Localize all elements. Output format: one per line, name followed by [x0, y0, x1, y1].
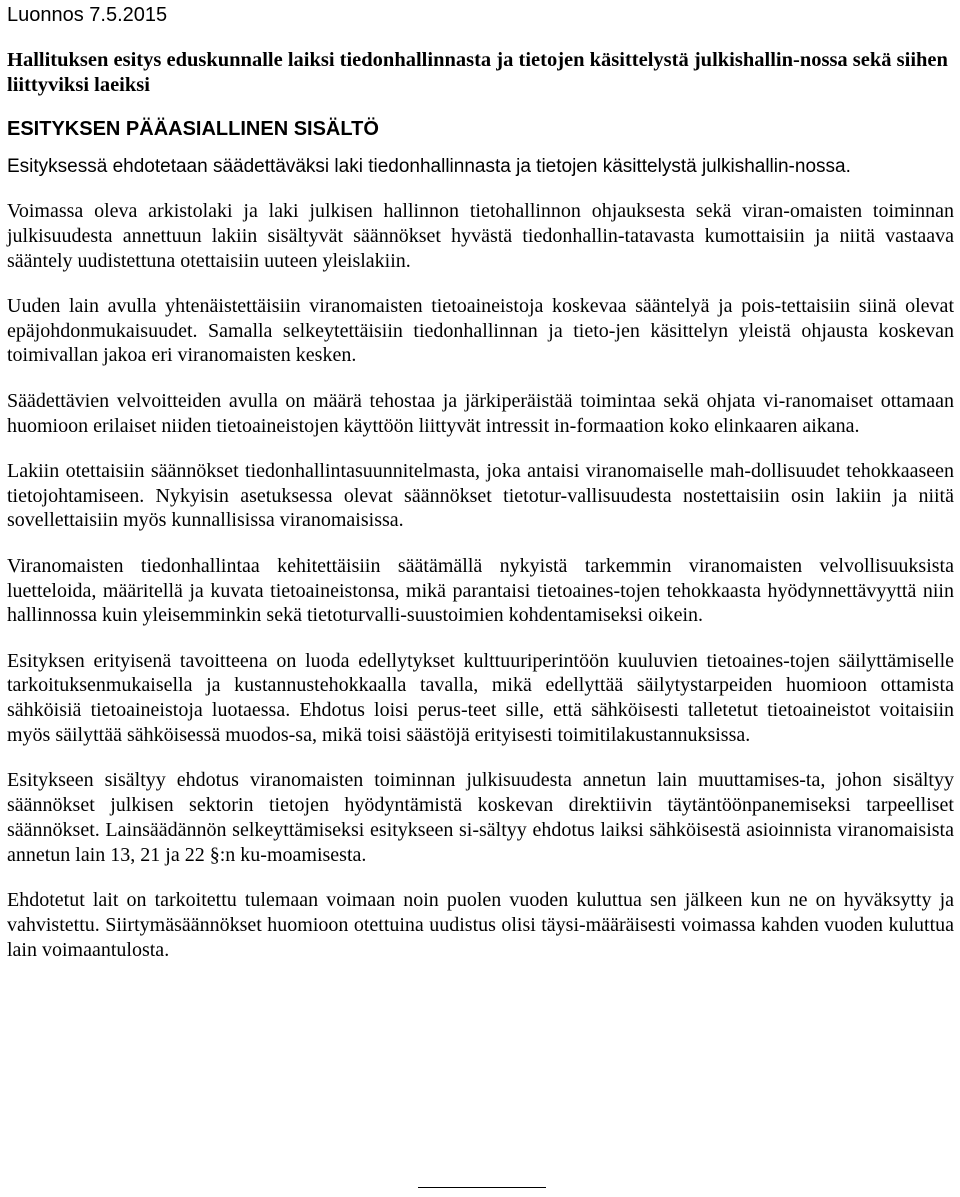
- paragraph-8: Ehdotetut lait on tarkoitettu tulemaan voimaan noin puolen vuoden kuluttua sen jälkeen kun ne on hyväksytty ja vahvistettu. Siirtymäsäännökset huomioon otettuina uudistus olisi täysi-määräisesti voimassa kahden vuoden kuluttua lain voimaantulosta.: [7, 889, 954, 961]
- body-text: [7, 199, 954, 962]
- draft-date: Luonnos 7.5.2015: [7, 4, 168, 26]
- document-title: Hallituksen esitys eduskunnalle laiksi tiedonhallinnasta ja tietojen käsittelystä julkishallin-nossa sekä siihen liittyviksi laeiksi: [7, 49, 948, 96]
- paragraph-3: Säädettävien velvoitteiden avulla on määrä tehostaa ja järkiperäistää toimintaa sekä ohjata vi-ranomaiset ottamaan huomioon erilaiset niiden tietoaineistojen käyttöön liittyvät intressit in-formaation koko elinkaaren aikana.: [7, 389, 954, 437]
- paragraph-7: Esitykseen sisältyy ehdotus viranomaisten toiminnan julkisuudesta annetun lain muuttamises-ta, johon sisältyy säännökset julkisen sektorin tietojen hyödyntämistä koskevan direktiivin täytäntöönpanemiseksi tarpeelliset säännökset. Lainsäädännön selkeyttämiseksi esitykseen si-sältyy ehdotus laiksi sähköisestä asioinnista viranomaisista annetun lain 13, 21 ja 22 §:n ku-moamisesta.: [7, 769, 954, 866]
- paragraph-1: Voimassa oleva arkistolaki ja laki julkisen hallinnon tietohallinnon ohjauksesta sekä viran-omaisten toiminnan julkisuudesta annettuun lakiin sisältyvät säännökset hyvästä tiedonhallin-tatavasta kumottaisiin ja niitä vastaava sääntely uudistettuna otettaisiin uuteen yleislakiin.: [7, 200, 954, 272]
- paragraph-2: Uuden lain avulla yhtenäistettäisiin viranomaisten tietoaineistoja koskevaa sääntelyä ja pois-tettaisiin siinä olevat epäjohdonmukaisuudet. Samalla selkeytettäisiin tiedonhallinnan ja tieto-jen käsittelyn yleistä ohjausta koskevan toimivallan jakoa eri viranomaisten kesken.: [7, 294, 954, 367]
- summary-paragraph: Esityksessä ehdotetaan säädettäväksi laki tiedonhallinnasta ja tietojen käsittelystä julkishallin-nossa.: [7, 156, 851, 177]
- paragraph-4: Lakiin otettaisiin säännökset tiedonhallintasuunnitelmasta, joka antaisi viranomaiselle mah-dollisuudet tehokkaaseen tietojohtamiseen. Nykyisin asetuksessa olevat säännökset tietotur-vallisuudesta nostettaisiin osin lakiin ja niitä sovellettaisiin myös kunnallisissa viranomaisissa.: [7, 459, 954, 532]
- paragraph-5: Viranomaisten tiedonhallintaa kehitettäisiin säätämällä nykyistä tarkemmin viranomaisten velvollisuuksista luetteloida, määritellä ja kuvata tietoaineistonsa, mikä parantaisi tietoaines-tojen tehokkaasta hyödynnettävyyttä niin hallinnossa kuin yleisemminkin sekä tietoturvalli-suustoimien kohdentamiseksi oikein.: [7, 554, 954, 627]
- document-page: [7, 0, 954, 983]
- section-heading: ESITYKSEN PÄÄASIALLINEN SISÄLTÖ: [7, 118, 379, 140]
- paragraph-6: Esityksen erityisenä tavoitteena on luoda edellytykset kulttuuriperintöön kuuluvien tietoaines-tojen säilyttämiselle tarkoituksenmukaisella ja kustannustehokkaalla tavalla, mikä edellyttää säilytystarpeiden huomioon ottamista sähköisiä tietoaineistoja luotaessa. Ehdotus loisi perus-teet sille, että sähköisesti talletetut tietoaineistot voitaisiin myös säilyttää sähköisessä muodos-sa, mikä toisi säästöjä erityisesti toimitilakustannuksissa.: [7, 649, 954, 747]
- footer-rule: [418, 1187, 546, 1188]
